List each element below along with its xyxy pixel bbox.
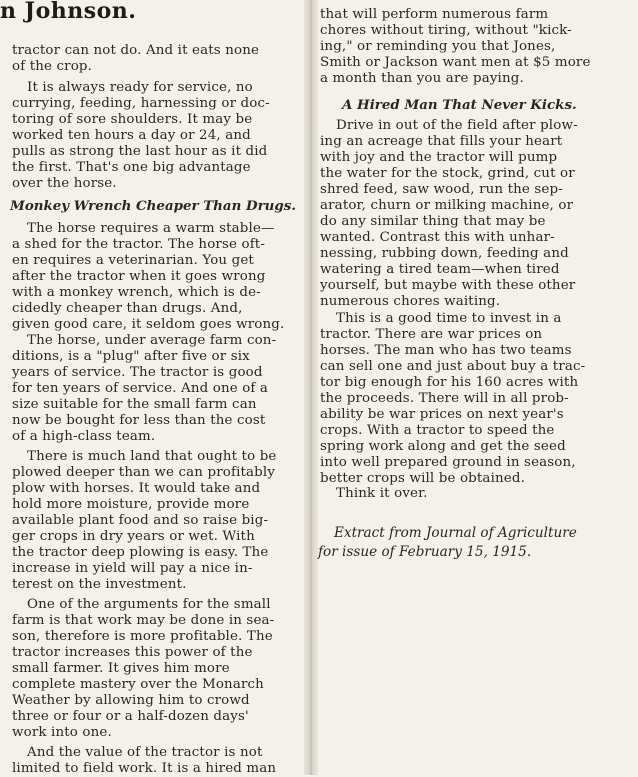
text-line: yourself, but maybe with these other bbox=[320, 278, 576, 293]
text-line: Think it over. bbox=[336, 486, 428, 501]
text-line: with joy and the tractor will pump bbox=[320, 150, 558, 165]
text-line: limited to field work. It is a hired man bbox=[12, 761, 277, 776]
text-line: The horse, under average farm con- bbox=[27, 333, 277, 348]
text-line: worked ten hours a day or 24, and bbox=[12, 128, 251, 143]
text-line: tractor increases this power of the bbox=[12, 645, 253, 660]
text-line: of a high-class team. bbox=[12, 429, 156, 444]
text-line: a shed for the tractor. The horse oft- bbox=[12, 237, 266, 252]
text-line: chores without tiring, without "kick- bbox=[320, 23, 572, 38]
text-line: a month than you are paying. bbox=[320, 71, 524, 86]
text-line: complete mastery over the Monarch bbox=[12, 677, 264, 692]
text-line: plow with horses. It would take and bbox=[12, 481, 261, 496]
text-line: Smith or Jackson want men at $5 more bbox=[320, 55, 591, 70]
text-line: three or four or a half-dozen days' bbox=[12, 709, 249, 724]
text-line: size suitable for the small farm can bbox=[12, 397, 257, 412]
text-line: into well prepared ground in season, bbox=[320, 455, 576, 470]
text-line: wanted. Contrast this with unhar- bbox=[320, 230, 555, 245]
text-line: with a monkey wrench, which is de- bbox=[12, 285, 261, 300]
text-line: now be bought for less than the cost bbox=[12, 413, 266, 428]
header-title: n Johnson. bbox=[0, 0, 137, 24]
text-line: crops. With a tractor to speed the bbox=[320, 423, 555, 438]
text-line: nessing, rubbing down, feeding and bbox=[320, 246, 569, 261]
text-line: pulls as strong the last hour as it did bbox=[12, 144, 268, 159]
text-line: There is much land that ought to be bbox=[27, 449, 277, 464]
text-line: numerous chores waiting. bbox=[320, 294, 501, 309]
text-line: This is a good time to invest in a bbox=[336, 311, 562, 326]
text-line: horses. The man who has two teams bbox=[320, 343, 572, 358]
text-line: watering a tired team—when tired bbox=[320, 262, 560, 277]
text-line: small farmer. It gives him more bbox=[12, 661, 230, 676]
text-line: available plant food and so raise big- bbox=[12, 513, 269, 528]
text-line: farm is that work may be done in sea- bbox=[12, 613, 275, 628]
caption-line: for issue of February 15, 1915. bbox=[318, 544, 532, 560]
text-line: Weather by allowing him to crowd bbox=[12, 693, 250, 708]
text-line: The horse requires a warm stable— bbox=[27, 221, 275, 236]
text-line: years of service. The tractor is good bbox=[12, 365, 263, 380]
page-fold bbox=[304, 0, 318, 775]
text-line: given good care, it seldom goes wrong. bbox=[12, 317, 285, 332]
subheading-monkey-wrench: Monkey Wrench Cheaper Than Drugs. bbox=[10, 198, 296, 214]
text-line: tractor can not do. And it eats none bbox=[12, 43, 260, 58]
text-line: And the value of the tractor is not bbox=[27, 745, 263, 760]
text-line: over the horse. bbox=[12, 176, 117, 191]
text-line: increase in yield will pay a nice in- bbox=[12, 561, 253, 576]
text-line: tractor. There are war prices on bbox=[320, 327, 543, 342]
text-line: shred feed, saw wood, run the sep- bbox=[320, 182, 563, 197]
text-line: the water for the stock, grind, cut or bbox=[320, 166, 575, 181]
text-line: ing an acreage that fills your heart bbox=[320, 134, 563, 149]
text-line: plowed deeper than we can profitably bbox=[12, 465, 276, 480]
text-line: the tractor deep plowing is easy. The bbox=[12, 545, 269, 560]
text-line: en requires a veterinarian. You get bbox=[12, 253, 254, 268]
text-line: hold more moisture, provide more bbox=[12, 497, 250, 512]
text-line: for ten years of service. And one of a bbox=[12, 381, 269, 396]
text-line: tor big enough for his 160 acres with bbox=[320, 375, 579, 390]
text-line: It is always ready for service, no bbox=[27, 80, 253, 95]
text-line: arator, churn or milking machine, or bbox=[320, 198, 574, 213]
text-line: currying, feeding, harnessing or doc- bbox=[12, 96, 270, 111]
subheading-hired-man: A Hired Man That Never Kicks. bbox=[342, 97, 577, 113]
text-line: spring work along and get the seed bbox=[320, 439, 566, 454]
text-line: son, therefore is more profitable. The bbox=[12, 629, 273, 644]
text-line: ing," or reminding you that Jones, bbox=[320, 39, 556, 54]
text-line: toring of sore shoulders. It may be bbox=[12, 112, 253, 127]
text-line: of the crop. bbox=[12, 59, 93, 74]
text-line: ditions, is a "plug" after five or six bbox=[12, 349, 250, 364]
text-line: do any similar thing that may be bbox=[320, 214, 546, 229]
text-line: better crops will be obtained. bbox=[320, 471, 525, 486]
text-line: the first. That's one big advantage bbox=[12, 160, 251, 175]
text-line: Drive in out of the field after plow- bbox=[336, 118, 578, 133]
text-line: the proceeds. There will in all prob- bbox=[320, 391, 569, 406]
text-line: work into one. bbox=[12, 725, 112, 740]
text-line: after the tractor when it goes wrong bbox=[12, 269, 266, 284]
text-line: One of the arguments for the small bbox=[27, 597, 271, 612]
text-line: cidedly cheaper than drugs. And, bbox=[12, 301, 243, 316]
caption-line: Extract from Journal of Agriculture bbox=[334, 525, 577, 541]
text-line: that will perform numerous farm bbox=[320, 7, 549, 22]
text-line: ger crops in dry years or wet. With bbox=[12, 529, 255, 544]
text-line: ability be war prices on next year's bbox=[320, 407, 564, 422]
text-line: can sell one and just about buy a trac- bbox=[320, 359, 586, 374]
text-line: terest on the investment. bbox=[12, 577, 187, 592]
